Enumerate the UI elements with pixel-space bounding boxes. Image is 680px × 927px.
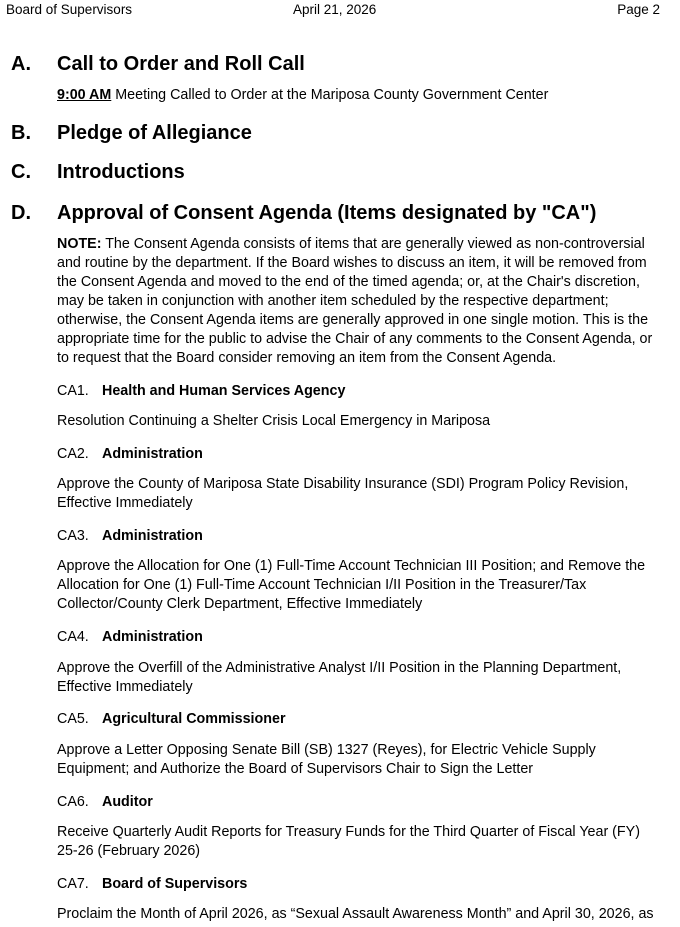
ca-department: Administration bbox=[102, 528, 203, 544]
ca-department: Administration bbox=[102, 629, 203, 645]
ca-item-heading bbox=[57, 445, 203, 464]
section-title: Approval of Consent Agenda (Items designated by "CA") bbox=[57, 202, 597, 224]
call-to-order-line bbox=[57, 86, 657, 105]
ca-number: CA4. bbox=[57, 629, 89, 645]
section-title: Introductions bbox=[57, 161, 185, 183]
ca-item-description: Resolution Continuing a Shelter Crisis Local Emergency in Mariposa bbox=[57, 413, 491, 429]
ca-item-heading bbox=[57, 875, 247, 894]
section-letter: A. bbox=[11, 53, 31, 75]
ca-number: CA3. bbox=[57, 528, 89, 544]
ca-department: Administration bbox=[102, 446, 203, 462]
ca-number: CA2. bbox=[57, 446, 89, 462]
ca-item-heading bbox=[57, 710, 286, 729]
call-to-order-text: Meeting Called to Order at the Mariposa County Government Center bbox=[111, 87, 549, 103]
section-title: Call to Order and Roll Call bbox=[57, 53, 305, 75]
ca-department: Board of Supervisors bbox=[102, 876, 248, 892]
ca-item-description: Approve a Letter Opposing Senate Bill (SB) 1327 (Reyes), for Electric Vehicle Supply Equipment; and Authorize the Board of Supervisors Chair to Sign the Letter bbox=[57, 742, 596, 777]
note-label: NOTE: bbox=[57, 236, 102, 252]
ca-number: CA6. bbox=[57, 794, 89, 810]
ca-department: Auditor bbox=[102, 794, 153, 810]
header-page-number: Page 2 bbox=[617, 2, 660, 17]
ca-department: Health and Human Services Agency bbox=[102, 383, 346, 399]
ca-item-description: Receive Quarterly Audit Reports for Treasury Funds for the Third Quarter of Fiscal Year (FY) 25-26 (February 2026) bbox=[57, 824, 640, 859]
section-letter: C. bbox=[11, 161, 31, 183]
ca-item-heading bbox=[57, 628, 203, 647]
ca-item-heading bbox=[57, 793, 153, 812]
section-letter: D. bbox=[11, 202, 31, 224]
ca-number: CA5. bbox=[57, 711, 89, 727]
ca-item-heading bbox=[57, 527, 203, 546]
consent-agenda-note bbox=[57, 235, 657, 368]
section-letter: B. bbox=[11, 122, 31, 144]
ca-item-description: Proclaim the Month of April 2026, as “Sexual Assault Awareness Month” and April 30, 2026, as bbox=[57, 906, 654, 922]
header-board-name: Board of Supervisors bbox=[6, 2, 133, 17]
header-date: April 21, 2026 bbox=[293, 2, 377, 17]
note-text: The Consent Agenda consists of items that are generally viewed as non-controversial and routine by the department. If the Board wishes to discuss an item, it will be removed from the Consent Agenda and moved to the end of the timed agenda; or, at the Chair's discretion, may be taken in conjunction with another item scheduled by the respective department; otherwise, the Consent Agenda items are generally approved in one single motion. This is the appropriate time for the public to advise the Chair of any comments to the Consent Agenda, or to request that the Board consider removing an item from the Consent Agenda. bbox=[57, 236, 653, 366]
ca-item-description: Approve the Allocation for One (1) Full-Time Account Technician III Position; and Remove the Allocation for One (1) Full-Time Account Technician I/II Position in the Treasurer/Tax Collector/County Clerk Department, Effective Immediately bbox=[57, 558, 646, 612]
ca-item-description: Approve the Overfill of the Administrative Analyst I/II Position in the Planning Department, Effective Immediately bbox=[57, 660, 622, 695]
ca-number: CA7. bbox=[57, 876, 89, 892]
meeting-time: 9:00 AM bbox=[57, 87, 112, 103]
ca-item-heading bbox=[57, 382, 345, 401]
ca-department: Agricultural Commissioner bbox=[102, 711, 286, 727]
ca-number: CA1. bbox=[57, 383, 89, 399]
ca-item-description: Approve the County of Mariposa State Disability Insurance (SDI) Program Policy Revision, Effective Immediately bbox=[57, 476, 629, 511]
section-title: Pledge of Allegiance bbox=[57, 122, 252, 144]
